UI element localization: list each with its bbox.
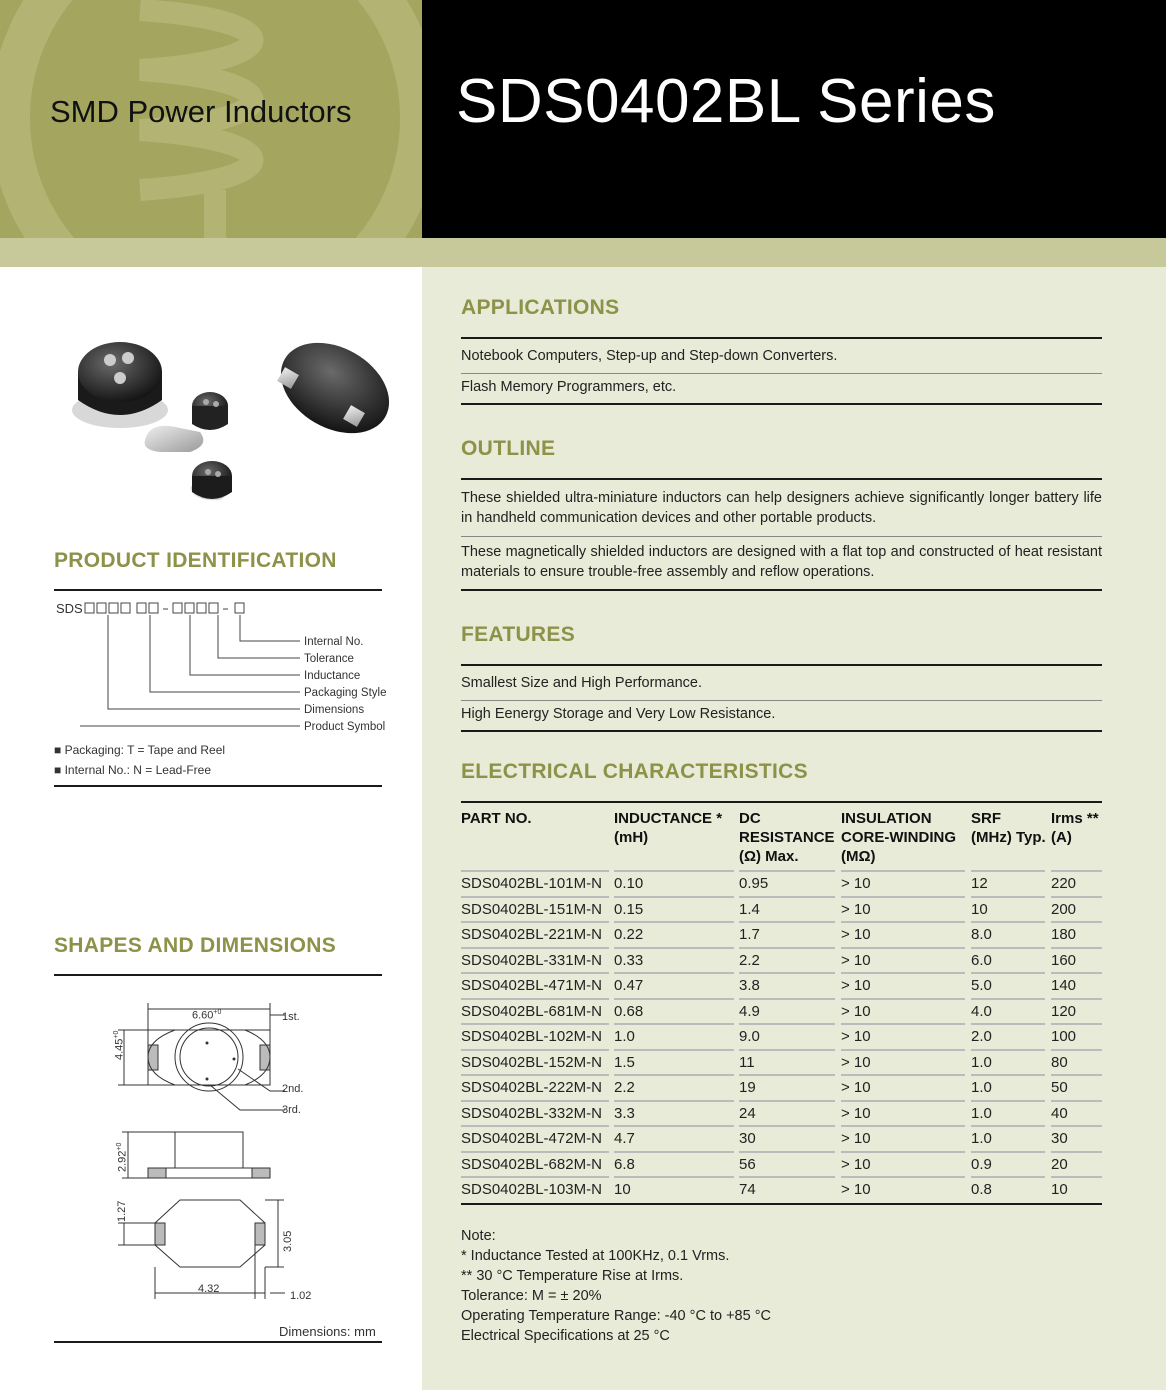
label-product-symbol: Product Symbol — [304, 721, 386, 733]
row-separator — [614, 1049, 734, 1051]
label-dimensions: Dimensions — [304, 704, 365, 716]
cell-insulation: > 10 — [841, 926, 871, 943]
row-separator — [739, 1023, 835, 1025]
row-separator — [841, 998, 965, 1000]
row-separator — [971, 998, 1045, 1000]
dim-d3: 4.32 — [198, 1283, 220, 1295]
row-separator — [461, 947, 609, 949]
cell-inductance: 4.7 — [614, 1130, 635, 1147]
cell-insulation: > 10 — [841, 1104, 871, 1122]
cell-srf: 4.0 — [971, 1002, 992, 1020]
cell-insulation: > 10 — [841, 1053, 871, 1071]
row-separator — [461, 921, 609, 923]
row-separator — [739, 896, 835, 898]
features-heading: FEATURES — [461, 623, 576, 646]
cell-dc-resistance: 9.0 — [739, 1028, 760, 1045]
row-separator — [841, 1023, 965, 1025]
row-separator — [971, 1125, 1045, 1127]
note-line: Electrical Specifications at 25 °C — [461, 1328, 670, 1344]
cell-part-no: SDS0402BL-331M-N — [461, 951, 602, 969]
row-separator — [461, 1074, 609, 1076]
row-separator — [1051, 1049, 1102, 1051]
internal-no-note: ■ Internal No.: N = Lead-Free — [54, 763, 212, 777]
cell-part-no: SDS0402BL-471M-N — [461, 977, 602, 994]
row-separator — [841, 921, 965, 923]
divider — [461, 801, 1102, 803]
part-code-diagram — [80, 600, 310, 735]
col-header-inductance: INDUCTANCE * (mH) — [614, 810, 723, 846]
cell-inductance: 0.15 — [614, 900, 644, 918]
row-separator — [614, 921, 734, 923]
divider — [54, 589, 382, 591]
divider — [461, 664, 1102, 666]
cell-part-no: SDS0402BL-222M-N — [461, 1079, 602, 1096]
cell-irms: 20 — [1051, 1155, 1068, 1173]
cell-part-no: SDS0402BL-472M-N — [461, 1130, 602, 1147]
row-separator — [614, 1100, 734, 1102]
cell-dc-resistance: 74 — [739, 1181, 756, 1198]
row-separator — [614, 870, 734, 872]
cell-dc-resistance: 11 — [739, 1053, 755, 1071]
row-separator — [841, 1151, 965, 1153]
cell-part-no: SDS0402BL-101M-N — [461, 875, 602, 892]
row-separator — [971, 1151, 1045, 1153]
label-tolerance: Tolerance — [304, 653, 354, 665]
cell-part-no: SDS0402BL-152M-N — [461, 1053, 602, 1071]
product-identification-heading: PRODUCT IDENTIFICATION — [54, 549, 337, 572]
row-separator — [1051, 1023, 1102, 1025]
row-separator — [1051, 1125, 1102, 1127]
pin2-label: 2nd. — [282, 1083, 304, 1095]
dim-thickness: $2.92^{+0}$ — [116, 1142, 129, 1172]
divider — [54, 974, 382, 976]
row-separator — [971, 1074, 1045, 1076]
divider — [461, 730, 1102, 732]
cell-dc-resistance: 56 — [739, 1155, 756, 1173]
row-separator — [971, 947, 1045, 949]
cell-insulation: > 10 — [841, 1002, 871, 1020]
cell-irms: 100 — [1051, 1028, 1077, 1045]
col-header-srf: SRF (MHz) Typ. — [971, 810, 1046, 846]
row-separator — [739, 998, 835, 1000]
row-separator — [461, 972, 609, 974]
header-right-panel — [422, 0, 1166, 238]
cell-srf: 1.0 — [971, 1130, 992, 1147]
cell-dc-resistance: 24 — [739, 1104, 756, 1122]
cell-irms: 50 — [1051, 1079, 1068, 1096]
label-packaging-style: Packaging Style — [304, 687, 387, 699]
divider — [461, 337, 1102, 339]
dim-width: $6.60^{+0}$ — [192, 1009, 222, 1022]
col-header-dc-resistance: DC RESISTANCE (Ω) Max. — [739, 810, 835, 865]
row-separator — [739, 1125, 835, 1127]
row-separator — [461, 1176, 609, 1178]
dimensions-caption: Dimensions: mm — [279, 1324, 376, 1339]
row-separator — [461, 1151, 609, 1153]
col-header-insulation: INSULATION CORE-WINDING (MΩ) — [841, 810, 956, 865]
cell-part-no: SDS0402BL-681M-N — [461, 1002, 602, 1020]
row-separator — [1051, 896, 1102, 898]
cell-dc-resistance: 4.9 — [739, 1002, 760, 1020]
row-separator — [614, 896, 734, 898]
row-separator — [1051, 947, 1102, 949]
row-separator — [971, 1176, 1045, 1178]
cell-inductance: 0.33 — [614, 951, 644, 969]
row-separator — [841, 1049, 965, 1051]
divider — [461, 700, 1102, 701]
cell-inductance: 0.10 — [614, 875, 644, 892]
cell-irms: 200 — [1051, 900, 1077, 918]
row-separator — [461, 1049, 609, 1051]
cell-dc-resistance: 3.8 — [739, 977, 760, 994]
header-band — [0, 238, 1166, 267]
pin1-label: 1st. — [282, 1011, 300, 1023]
cell-insulation: > 10 — [841, 1079, 871, 1096]
cell-srf: 8.0 — [971, 926, 992, 943]
cell-inductance: 0.47 — [614, 977, 644, 994]
cell-srf: 0.9 — [971, 1155, 992, 1173]
dim-d1: 1.27 — [116, 1200, 128, 1222]
cell-insulation: > 10 — [841, 900, 871, 918]
row-separator — [1051, 998, 1102, 1000]
cell-insulation: > 10 — [841, 1130, 871, 1147]
product-photo — [50, 320, 390, 530]
label-inductance: Inductance — [304, 670, 361, 682]
cell-srf: 2.0 — [971, 1028, 992, 1045]
cell-srf: 12 — [971, 875, 988, 892]
row-separator — [739, 1176, 835, 1178]
row-separator — [971, 1023, 1045, 1025]
cell-irms: 80 — [1051, 1053, 1068, 1071]
electrical-heading: ELECTRICAL CHARACTERISTICS — [461, 760, 808, 783]
packaging-note: ■ Packaging: T = Tape and Reel — [54, 743, 226, 757]
dimension-drawing — [110, 995, 340, 1310]
cell-part-no: SDS0402BL-221M-N — [461, 926, 602, 943]
row-separator — [739, 921, 835, 923]
feature-item: High Eenergy Storage and Very Low Resistance. — [461, 706, 776, 722]
row-separator — [614, 1176, 734, 1178]
outline-paragraph: These magnetically shielded inductors are designed with a flat top and constructed of heat resistant materials to ensure trouble-free assembly and reflow operations. — [461, 544, 1102, 580]
row-separator — [614, 1074, 734, 1076]
row-separator — [1051, 972, 1102, 974]
row-separator — [614, 972, 734, 974]
cell-inductance: 1.0 — [614, 1028, 635, 1045]
cell-insulation: > 10 — [841, 1181, 871, 1198]
row-separator — [739, 1100, 835, 1102]
cell-inductance: 6.8 — [614, 1155, 635, 1173]
cell-dc-resistance: 19 — [739, 1079, 756, 1096]
cell-irms: 10 — [1051, 1181, 1068, 1198]
note-line: ** 30 °C Temperature Rise at Irms. — [461, 1268, 684, 1284]
divider — [461, 403, 1102, 405]
cell-part-no: SDS0402BL-151M-N — [461, 900, 602, 918]
cell-srf: 1.0 — [971, 1104, 992, 1122]
outline-heading: OUTLINE — [461, 437, 556, 460]
cell-part-no: SDS0402BL-332M-N — [461, 1104, 602, 1122]
row-separator — [614, 1125, 734, 1127]
cell-inductance: 3.3 — [614, 1104, 635, 1122]
cell-part-no: SDS0402BL-682M-N — [461, 1155, 602, 1173]
divider — [461, 373, 1102, 374]
cell-irms: 220 — [1051, 875, 1077, 892]
note-line: * Inductance Tested at 100KHz, 0.1 Vrms. — [461, 1248, 730, 1264]
row-separator — [841, 1176, 965, 1178]
cell-srf: 1.0 — [971, 1079, 992, 1096]
divider — [461, 478, 1102, 480]
cell-dc-resistance: 30 — [739, 1130, 756, 1147]
cell-srf: 5.0 — [971, 977, 992, 994]
cell-irms: 30 — [1051, 1130, 1068, 1147]
cell-irms: 40 — [1051, 1104, 1068, 1122]
cell-inductance: 2.2 — [614, 1079, 635, 1096]
cell-srf: 1.0 — [971, 1053, 992, 1071]
row-separator — [461, 870, 609, 872]
row-separator — [461, 1100, 609, 1102]
divider — [461, 1203, 1102, 1205]
cell-dc-resistance: 2.2 — [739, 951, 760, 969]
cell-inductance: 0.68 — [614, 1002, 644, 1020]
cell-irms: 180 — [1051, 926, 1077, 943]
application-item: Notebook Computers, Step-up and Step-down Converters. — [461, 348, 838, 364]
cell-dc-resistance: 1.4 — [739, 900, 760, 918]
divider — [461, 589, 1102, 591]
note-line: Tolerance: M = ± 20% — [461, 1288, 602, 1304]
row-separator — [841, 896, 965, 898]
cell-inductance: 10 — [614, 1181, 631, 1198]
divider — [54, 785, 382, 787]
row-separator — [461, 998, 609, 1000]
cell-inductance: 1.5 — [614, 1053, 635, 1071]
row-separator — [614, 998, 734, 1000]
dim-height: $4.45^{+0}$ — [113, 1030, 126, 1060]
cell-insulation: > 10 — [841, 875, 871, 892]
cell-srf: 6.0 — [971, 951, 992, 969]
cell-inductance: 0.22 — [614, 926, 644, 943]
row-separator — [461, 1023, 609, 1025]
row-separator — [1051, 870, 1102, 872]
cell-irms: 140 — [1051, 977, 1077, 994]
row-separator — [739, 1049, 835, 1051]
row-separator — [841, 1100, 965, 1102]
note-heading: Note: — [461, 1228, 496, 1244]
code-prefix: SDS — [56, 601, 83, 616]
row-separator — [461, 1125, 609, 1127]
col-header-part: PART NO. — [461, 810, 532, 827]
row-separator — [971, 972, 1045, 974]
cell-dc-resistance: 0.95 — [739, 875, 769, 892]
row-separator — [841, 1125, 965, 1127]
cell-irms: 160 — [1051, 951, 1077, 969]
outline-paragraph: These shielded ultra-miniature inductors can help designers achieve significantly longer battery life in handheld communication devices and other portable products. — [461, 490, 1102, 526]
row-separator — [461, 896, 609, 898]
row-separator — [739, 1151, 835, 1153]
row-separator — [1051, 1151, 1102, 1153]
cell-irms: 120 — [1051, 1002, 1077, 1020]
row-separator — [841, 947, 965, 949]
cell-srf: 10 — [971, 900, 988, 918]
row-separator — [1051, 1176, 1102, 1178]
row-separator — [971, 896, 1045, 898]
row-separator — [841, 972, 965, 974]
cell-dc-resistance: 1.7 — [739, 926, 760, 943]
row-separator — [1051, 1100, 1102, 1102]
cell-part-no: SDS0402BL-103M-N — [461, 1181, 602, 1198]
row-separator — [614, 1151, 734, 1153]
dim-d4: 1.02 — [290, 1290, 312, 1302]
cell-part-no: SDS0402BL-102M-N — [461, 1028, 602, 1045]
label-internal-no: Internal No. — [304, 636, 364, 648]
dim-d2: 3.05 — [282, 1230, 294, 1252]
row-separator — [614, 1023, 734, 1025]
divider — [461, 536, 1102, 537]
cell-insulation: > 10 — [841, 951, 871, 969]
row-separator — [739, 972, 835, 974]
application-item: Flash Memory Programmers, etc. — [461, 379, 677, 395]
pin3-label: 3rd. — [282, 1104, 301, 1116]
row-separator — [971, 921, 1045, 923]
series-title: SDS0402BL Series — [456, 67, 996, 136]
bullet-icon: ■ — [54, 743, 65, 757]
note-line: Operating Temperature Range: -40 °C to +85 °C — [461, 1308, 771, 1324]
feature-item: Smallest Size and High Performance. — [461, 675, 702, 691]
cell-srf: 0.8 — [971, 1181, 992, 1198]
bullet-icon: ■ — [54, 763, 65, 777]
row-separator — [1051, 921, 1102, 923]
row-separator — [739, 870, 835, 872]
applications-heading: APPLICATIONS — [461, 296, 620, 319]
cell-insulation: > 10 — [841, 977, 871, 994]
row-separator — [971, 1049, 1045, 1051]
header-left-panel — [0, 0, 422, 238]
col-header-irms: Irms ** (A) — [1051, 810, 1099, 846]
row-separator — [841, 870, 965, 872]
row-separator — [841, 1074, 965, 1076]
row-separator — [739, 947, 835, 949]
row-separator — [971, 870, 1045, 872]
row-separator — [614, 947, 734, 949]
cell-insulation: > 10 — [841, 1028, 871, 1045]
shapes-dimensions-heading: SHAPES AND DIMENSIONS — [54, 934, 337, 957]
divider — [54, 1341, 382, 1343]
cell-insulation: > 10 — [841, 1155, 871, 1173]
product-category: SMD Power Inductors — [50, 94, 352, 129]
row-separator — [971, 1100, 1045, 1102]
row-separator — [1051, 1074, 1102, 1076]
row-separator — [739, 1074, 835, 1076]
